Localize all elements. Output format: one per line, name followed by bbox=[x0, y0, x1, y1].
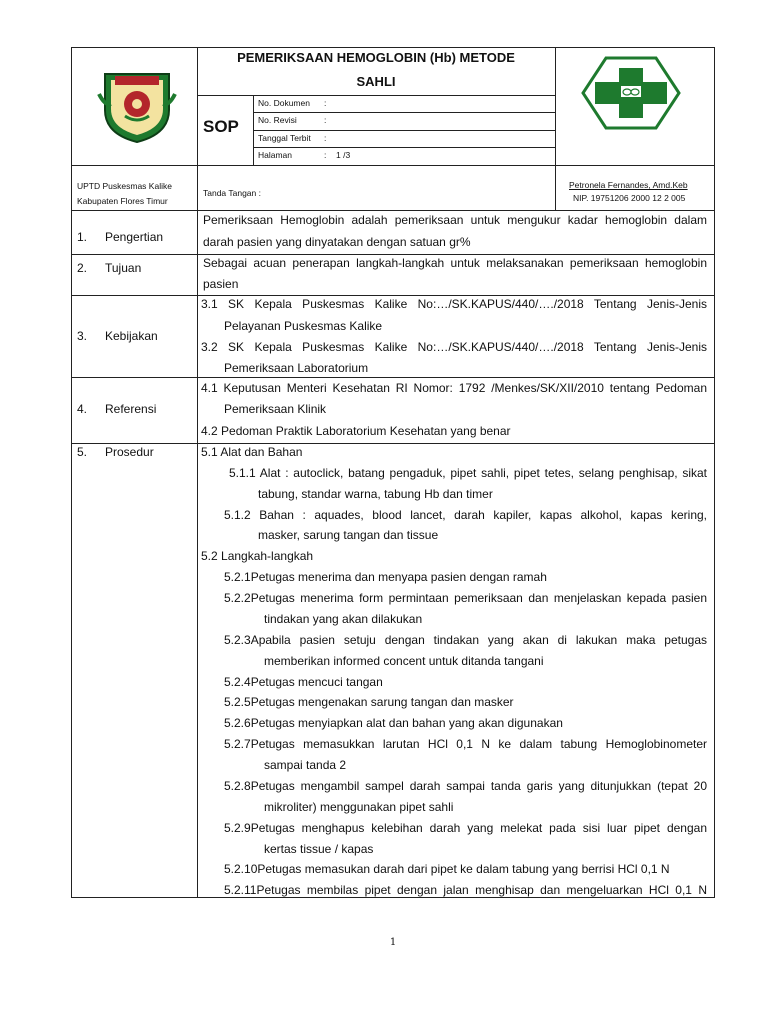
procedure-step-cont: tindakan yang akan dilakukan bbox=[264, 612, 423, 626]
procedure-step: 5.1.1 Alat : autoclick, batang pengaduk, pipet sahli, pipet tetes, selang penghisap, sikat bbox=[229, 466, 707, 480]
field-sep: : bbox=[324, 133, 327, 143]
section-number: 1. bbox=[77, 230, 88, 244]
procedure-step: 5.2.8Petugas mengambil sampel darah sampai tanda garis yang ditunjukkan (tepat 20 bbox=[224, 779, 707, 793]
procedure-step: 5.2.4Petugas mencuci tangan bbox=[224, 675, 383, 689]
row3-border bbox=[71, 377, 714, 378]
procedure-heading: 5.1 Alat dan Bahan bbox=[201, 445, 303, 459]
field-label-halaman: Halaman bbox=[258, 150, 293, 160]
field-divider bbox=[253, 112, 555, 113]
reference-item-cont: Pemeriksaan Klinik bbox=[224, 402, 327, 416]
procedure-step: 5.2.1Petugas menerima dan menyapa pasien dengan ramah bbox=[224, 570, 547, 584]
title-bottom-border bbox=[197, 95, 555, 96]
sop-label: SOP bbox=[203, 117, 239, 136]
field-value-halaman: 1 /3 bbox=[336, 150, 351, 160]
field-sep: : bbox=[324, 150, 327, 160]
procedure-step-cont: masker, sarung tangan dan tissue bbox=[258, 528, 439, 542]
policy-item: 3.2 SK Kepala Puskesmas Kalike No:…/SK.KAPUS/440/…./2018 Tentang Jenis-Jenis bbox=[201, 340, 707, 354]
procedure-step: 5.2.11Petugas membilas pipet dengan jalan menghisap dan mengeluarkan HCl 0,1 N bbox=[224, 883, 707, 897]
org-name-line2: Kabupaten Flores Timur bbox=[77, 196, 168, 206]
table-top-border bbox=[71, 47, 714, 48]
section-text-line: darah pasien yang dinyatakan dengan satuan gr% bbox=[203, 235, 471, 249]
section-number: 5. bbox=[77, 445, 88, 459]
section-label-tujuan: Tujuan bbox=[105, 261, 142, 275]
row1-border bbox=[71, 254, 714, 255]
procedure-step: 5.2.6Petugas menyiapkan alat dan bahan yang akan digunakan bbox=[224, 716, 563, 730]
procedure-step-cont: sampai tanda 2 bbox=[264, 758, 347, 772]
document-title-line1: PEMERIKSAAN HEMOGLOBIN (Hb) METODE bbox=[237, 50, 515, 65]
field-divider bbox=[253, 130, 555, 131]
procedure-step: 5.2.2Petugas menerima form permintaan pemeriksaan dan menjelaskan kepada pasien bbox=[224, 591, 707, 605]
regency-emblem-icon bbox=[95, 64, 179, 144]
procedure-step-cont: kertas tissue / kapas bbox=[264, 842, 374, 856]
procedure-step: 5.1.2 Bahan : aquades, blood lancet, darah kapiler, kapas alkohol, kapas kering, bbox=[224, 508, 707, 522]
procedure-step-cont: tabung, standar warna, tabung Hb dan timer bbox=[258, 487, 493, 501]
procedure-step: 5.2.3Apabila pasien setuju dengan tindakan yang akan di lakukan maka petugas bbox=[224, 633, 707, 647]
section-label-kebijakan: Kebijakan bbox=[105, 329, 158, 343]
procedure-step: 5.2.10Petugas memasukan darah dari pipet ke dalam tabung yang berrisi HCl 0,1 N bbox=[224, 862, 670, 876]
section-text-line: Pemeriksaan Hemoglobin adalah pemeriksaan untuk mengukur kadar hemoglobin dalam bbox=[203, 213, 707, 227]
document-title-line2: SAHLI bbox=[356, 74, 396, 89]
procedure-step-cont: memberikan informed concent untuk ditanda tangani bbox=[264, 654, 544, 668]
label-column-border bbox=[197, 47, 198, 898]
procedure-step: 5.2.9Petugas menghapus kelebihan darah yang melekat pada sisi luar pipet dengan bbox=[224, 821, 707, 835]
org-name-line1: UPTD Puskesmas Kalike bbox=[77, 181, 172, 191]
signer-nip: NIP. 19751206 2000 12 2 005 bbox=[573, 193, 686, 203]
section-number: 4. bbox=[77, 402, 88, 416]
signature-label: Tanda Tangan : bbox=[203, 188, 261, 198]
page-number: 1 bbox=[389, 937, 397, 948]
field-label-tanggal-terbit: Tanggal Terbit bbox=[258, 133, 311, 143]
procedure-step: 5.2.7Petugas memasukkan larutan HCl 0,1 N ke dalam tabung Hemoglobinometer bbox=[224, 737, 707, 751]
field-label-no-revisi: No. Revisi bbox=[258, 115, 297, 125]
field-label-no-dokumen: No. Dokumen bbox=[258, 98, 310, 108]
section-label-pengertian: Pengertian bbox=[105, 230, 164, 244]
row4-border bbox=[71, 443, 714, 444]
section-text-line: Sebagai acuan penerapan langkah-langkah untuk melaksanakan pemeriksaan hemoglobin bbox=[203, 256, 707, 270]
section-label-prosedur: Prosedur bbox=[105, 445, 154, 459]
policy-item-cont: Pelayanan Puskesmas Kalike bbox=[224, 319, 383, 333]
table-bottom-border bbox=[71, 897, 714, 898]
field-divider bbox=[253, 147, 555, 148]
table-left-border bbox=[71, 47, 72, 898]
section-label-referensi: Referensi bbox=[105, 402, 157, 416]
puskesmas-cross-icon bbox=[581, 56, 681, 130]
table-right-border bbox=[714, 47, 715, 898]
signature-row-border bbox=[71, 210, 714, 211]
procedure-step: 5.2.5Petugas mengenakan sarung tangan dan masker bbox=[224, 695, 514, 709]
procedure-heading: 5.2 Langkah-langkah bbox=[201, 549, 314, 563]
field-sep: : bbox=[324, 115, 327, 125]
section-number: 2. bbox=[77, 261, 88, 275]
section-text-line: pasien bbox=[203, 277, 239, 291]
logo-column-border bbox=[555, 47, 556, 211]
field-sep: : bbox=[324, 98, 327, 108]
reference-item: 4.1 Keputusan Menteri Kesehatan RI Nomor: 1792 /Menkes/SK/XII/2010 tentang Pedoman bbox=[201, 381, 707, 395]
reference-item: 4.2 Pedoman Praktik Laboratorium Kesehatan yang benar bbox=[201, 424, 511, 438]
procedure-step-cont: mikroliter) menggunakan pipet sahli bbox=[264, 800, 454, 814]
section-number: 3. bbox=[77, 329, 88, 343]
signer-name: Petronela Fernandes, Amd.Keb bbox=[569, 180, 688, 190]
header-bottom-border bbox=[71, 165, 714, 166]
policy-item-cont: Pemeriksaan Laboratorium bbox=[224, 361, 369, 375]
policy-item: 3.1 SK Kepala Puskesmas Kalike No:…/SK.KAPUS/440/…./2018 Tentang Jenis-Jenis bbox=[201, 297, 707, 311]
row2-border bbox=[71, 295, 714, 296]
